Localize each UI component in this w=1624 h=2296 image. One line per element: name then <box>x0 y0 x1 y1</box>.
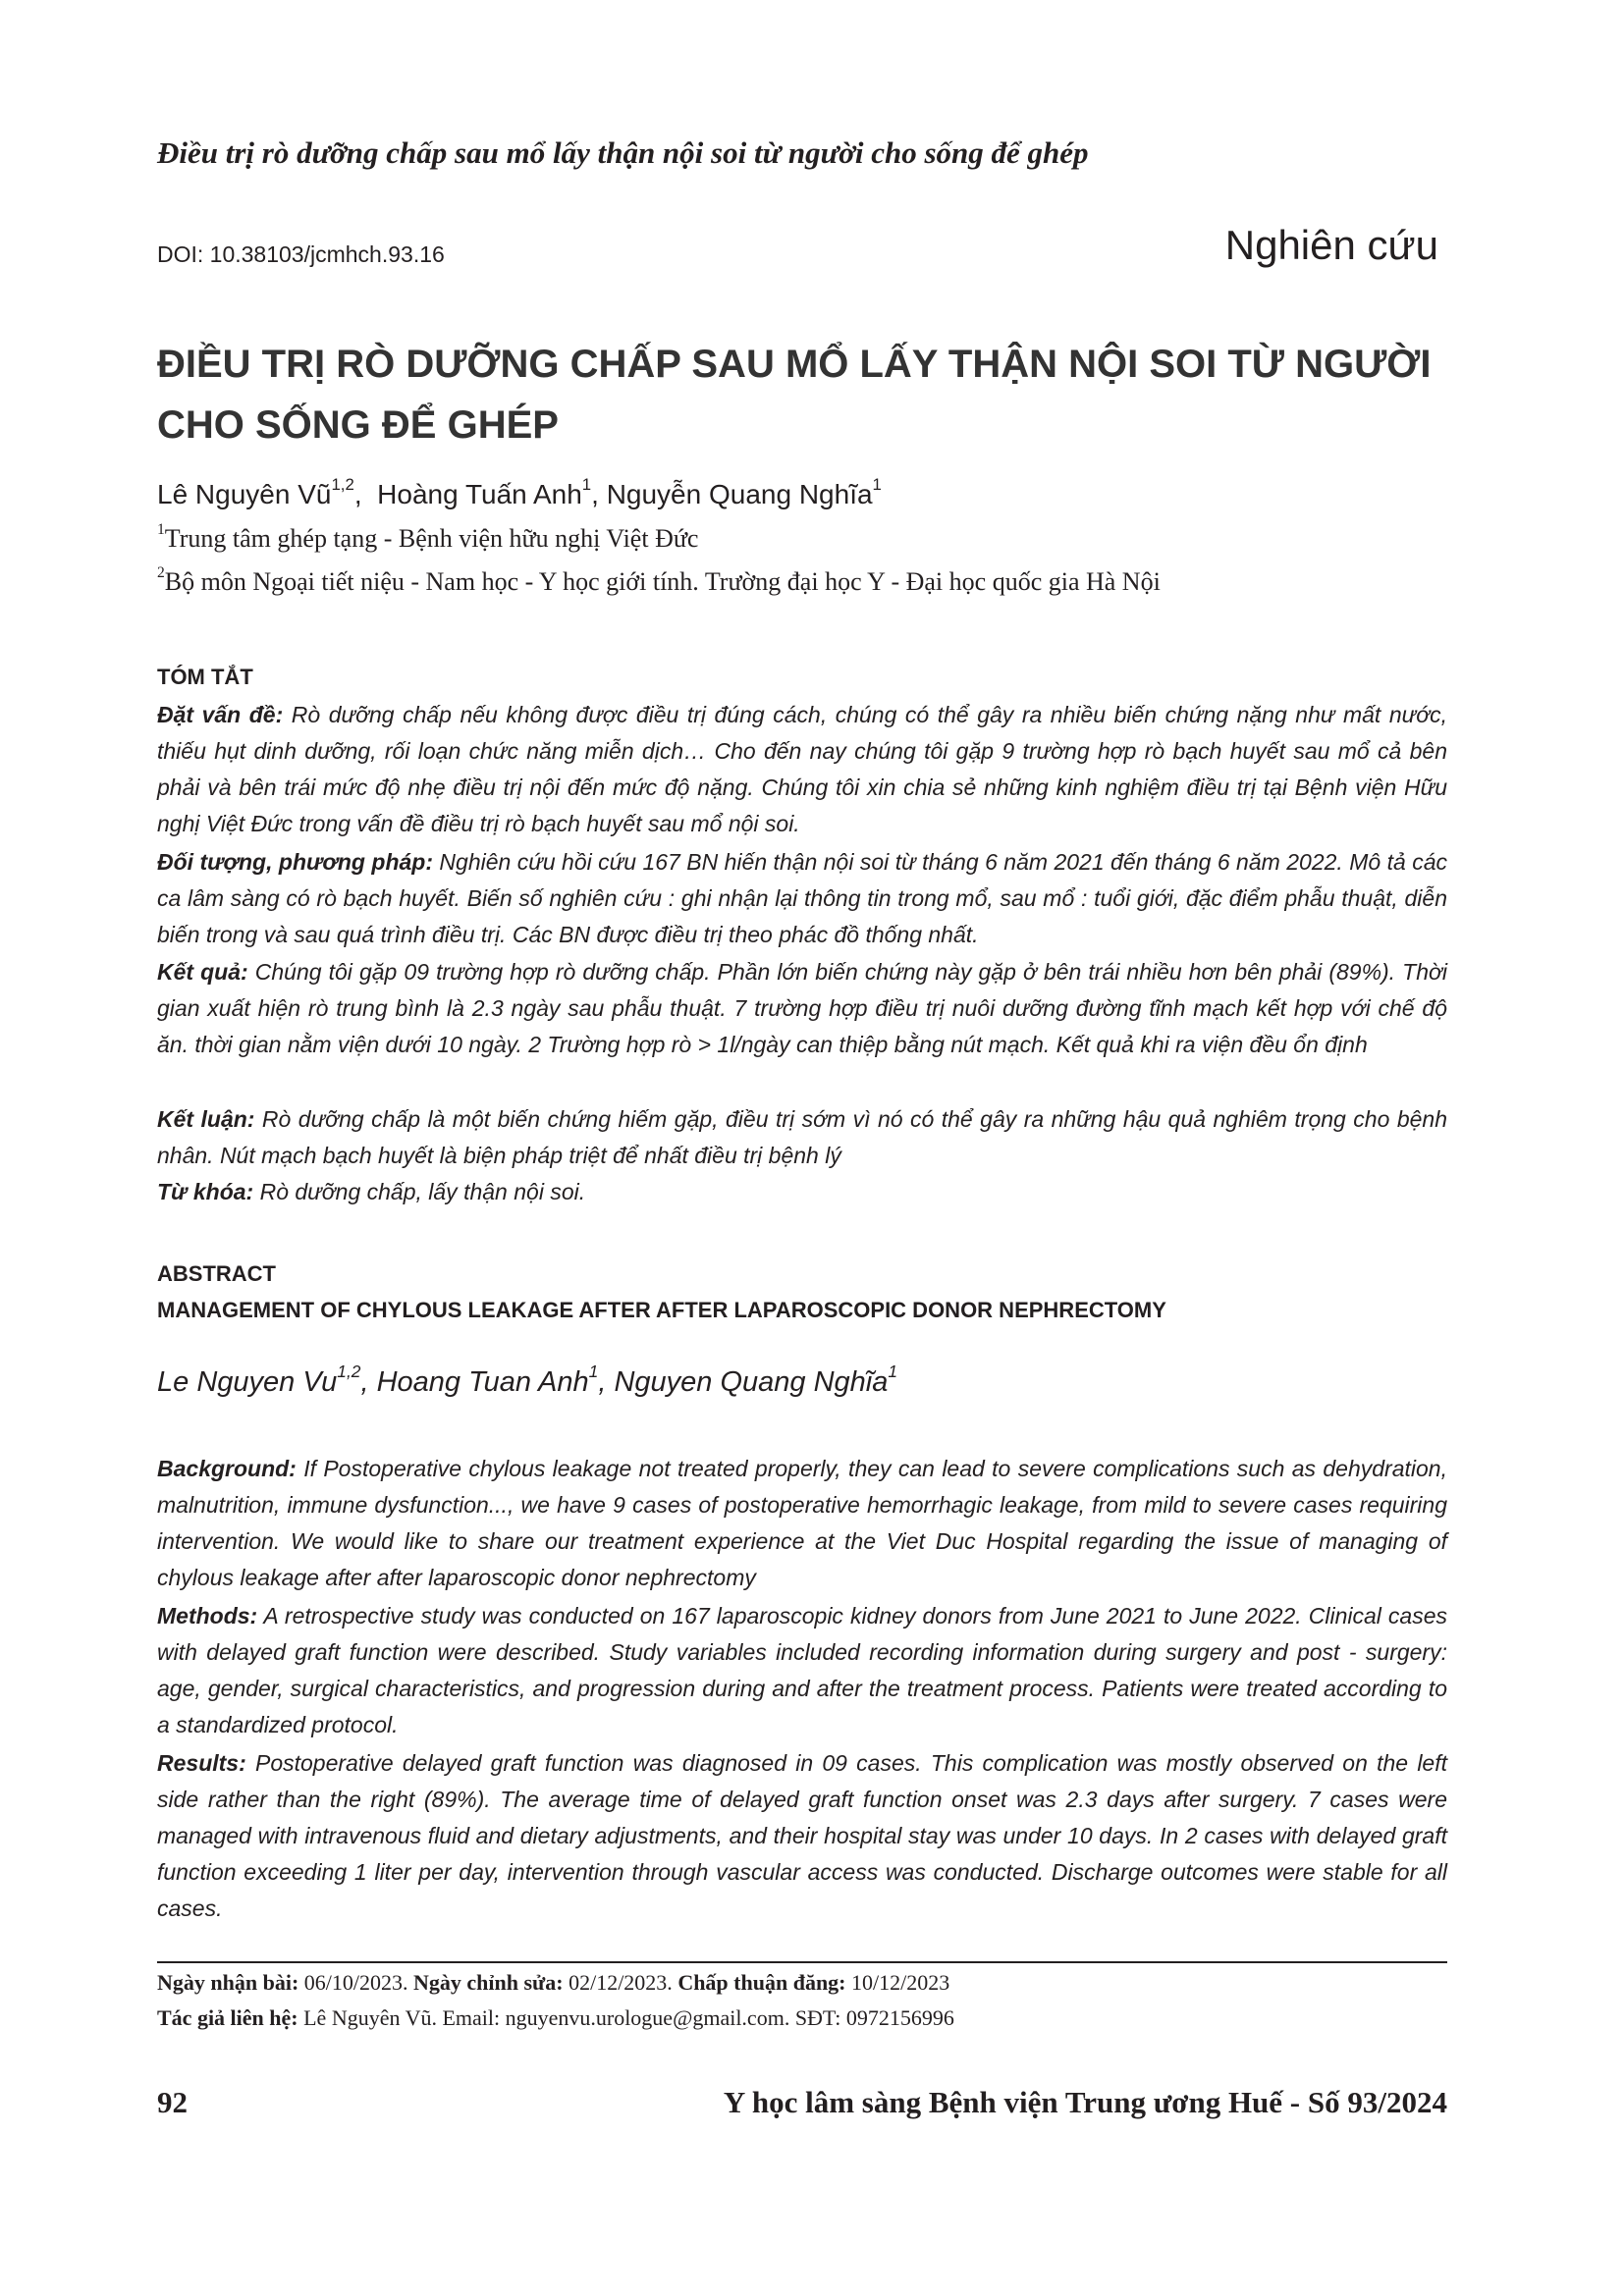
contact-label: Tác giả liên hệ: <box>157 2005 298 2030</box>
tomtat-results <box>157 954 1447 1063</box>
tomtat-methods <box>157 844 1447 953</box>
abstract-title: MANAGEMENT OF CHYLOUS LEAKAGE AFTER AFTER LAPAROSCOPIC DONOR NEPHRECTOMY <box>157 1298 1166 1322</box>
paragraph-text: Rò dưỡng chấp là một biến chứng hiếm gặp, điều trị sớm vì nó có thể gây ra những hậu quả nghiêm trọng cho bệnh nhân. Nút mạch bạch huyết là biện pháp triệt để nhất điều trị bệnh lý <box>157 1106 1447 1168</box>
affiliation-text: Bộ môn Ngoại tiết niệu - Nam học - Y học giới tính. Trường đại học Y - Đại học quốc gia Hà Nội <box>164 567 1161 596</box>
footnote-contact <box>157 2005 1447 2031</box>
paragraph-lead: Background: <box>157 1456 297 1481</box>
paragraph-text: Rò dưỡng chấp nếu không được điều trị đúng cách, chúng có thể gây ra nhiều biến chứng nặng như mất nước, thiếu hụt dinh dưỡng, rối loạn chức năng miễn dịch… Cho đến nay chúng tôi gặp 9 trường hợp rò bạch huyết sau mổ cả bên phải và bên trái mức độ nhẹ điều trị nội đến mức độ nặng. Chúng tôi xin chia sẻ những kinh nghiệm điều trị tại Bệnh viện Hữu nghị Việt Đức trong vấn đề điều trị rò bạch huyết sau mổ nội soi. <box>157 702 1447 836</box>
author-affiliation-mark: 1 <box>581 475 592 495</box>
author-name: Le Nguyen Vu <box>157 1366 338 1398</box>
paragraph-text: A retrospective study was conducted on 167 laparoscopic kidney donors from June 2021 to June 2022. Clinical cases with delayed graft function were described. Study variables included recording information during surgery and post - surgery: age, gender, surgical characteristics, and progression during and after the treatment process. Patients were treated according to a standardized protocol. <box>157 1603 1447 1737</box>
author-affiliation-mark: 1,2 <box>337 1361 361 1381</box>
paragraph-text: Chúng tôi gặp 09 trường hợp rò dưỡng chấp. Phần lớn biến chứng này gặp ở bên trái nhiều hơn bên phải (89%). Thời gian xuất hiện rò trung bình là 2.3 ngày sau phẫu thuật. 7 trường hợp điều trị nuôi dưỡng đường tĩnh mạch kết hợp với chế độ ăn. thời gian nằm viện dưới 10 ngày. 2 Trường hợp rò > 1l/ngày can thiệp bằng nút mạch. Kết quả khi ra viện đều ổn định <box>157 959 1447 1057</box>
author-affiliation-mark: 1,2 <box>331 475 354 495</box>
abstract-heading: ABSTRACT <box>157 1261 276 1286</box>
author-name: Hoàng Tuấn Anh <box>377 479 582 509</box>
author-separator: , <box>360 1366 377 1398</box>
article-title <box>157 334 1453 455</box>
affiliation-2 <box>157 564 1161 597</box>
paragraph-lead: Results: <box>157 1750 246 1776</box>
title-line-1: ĐIỀU TRỊ RÒ DƯỠNG CHẤP SAU MỔ LẤY THẬN NỘI SOI TỪ NGƯỜI <box>157 343 1432 386</box>
authors-en <box>157 1361 898 1399</box>
contact-info: Lê Nguyên Vũ. Email: nguyenvu.urologue@gmail.com. SĐT: 0972156996 <box>298 2005 954 2030</box>
author-name: Nguyễn Quang Nghĩa <box>606 479 873 509</box>
affiliation-1 <box>157 521 699 554</box>
paragraph-lead: Đối tượng, phương pháp: <box>157 849 433 875</box>
affiliation-mark: 1 <box>157 521 165 539</box>
abstract-background <box>157 1451 1447 1596</box>
journal-footer: Y học lâm sàng Bệnh viện Trung ương Huế - Số 93/2024 <box>723 2085 1447 2119</box>
abstract-results <box>157 1745 1447 1927</box>
paragraph-lead: Từ khóa: <box>157 1179 254 1204</box>
affiliation-text: Trung tâm ghép tạng - Bệnh viện hữu nghị Việt Đức <box>164 524 699 553</box>
author-separator: , <box>353 479 378 509</box>
abstract-methods <box>157 1598 1447 1743</box>
paragraph-lead: Kết quả: <box>157 959 248 985</box>
tomtat-background <box>157 697 1447 842</box>
doi: DOI: 10.38103/jcmhch.93.16 <box>157 241 445 267</box>
paragraph-lead: Methods: <box>157 1603 258 1629</box>
footnote-dates <box>157 1970 1447 1996</box>
author-separator: , <box>598 1366 615 1398</box>
footnote-divider <box>157 1961 1447 1963</box>
authors-vi <box>157 475 882 510</box>
paragraph-text: Nghiên cứu hồi cứu 167 BN hiến thận nội soi từ tháng 6 năm 2021 đến tháng 6 năm 2022. Mô tả các ca lâm sàng có rò bạch huyết. Biến số nghiên cứu : ghi nhận lại thông tin trong mổ, sau mổ : tuổi giới, đặc điểm phẫu thuật, diễn biến trong và sau quá trình điều trị. Các BN được điều trị theo phác đồ thống nhất. <box>157 849 1447 947</box>
running-header: Điều trị rò dưỡng chấp sau mổ lấy thận nội soi từ người cho sống để ghép <box>157 135 1089 170</box>
accepted-label: Chấp thuận đăng: <box>677 1970 846 1995</box>
page-number: 92 <box>157 2085 188 2119</box>
paragraph-text: Postoperative delayed graft function was diagnosed in 09 cases. This complication was mostly observed on the left side rather than the right (89%). The average time of delayed graft function onset was 2.3 days after surgery. 7 cases were managed with intravenous fluid and dietary adjustments, and their hospital stay was under 10 days. In 2 cases with delayed graft function exceeding 1 liter per day, intervention through vascular access was conducted. Discharge outcomes were stable for all cases. <box>157 1750 1447 1921</box>
author-affiliation-mark: 1 <box>888 1361 898 1381</box>
title-line-2: CHO SỐNG ĐỂ GHÉP <box>157 403 559 447</box>
affiliation-mark: 2 <box>157 564 165 582</box>
author-affiliation-mark: 1 <box>588 1361 599 1381</box>
received-date: 06/10/2023. <box>298 1970 414 1995</box>
section-label: Nghiên cứu <box>1224 222 1438 268</box>
author-name: Lê Nguyên Vũ <box>157 479 332 509</box>
tomtat-heading: TÓM TẮT <box>157 665 253 689</box>
revised-label: Ngày chỉnh sửa: <box>413 1970 564 1995</box>
paragraph-text: Rò dưỡng chấp, lấy thận nội soi. <box>253 1179 586 1204</box>
paragraph-text: If Postoperative chylous leakage not treated properly, they can lead to severe complications such as dehydration, malnutrition, immune dysfunction..., we have 9 cases of postoperative hemorrhagic leakage, from mild to severe cases requiring intervention. We would like to share our treatment experience at the Viet Duc Hospital regarding the issue of managing of chylous leakage after after laparoscopic donor nephrectomy <box>157 1456 1447 1590</box>
tomtat-keywords <box>157 1174 1447 1210</box>
paragraph-lead: Kết luận: <box>157 1106 255 1132</box>
author-name: Nguyen Quang Nghĩa <box>614 1366 889 1398</box>
author-name: Hoang Tuan Anh <box>376 1366 589 1398</box>
paragraph-lead: Đặt vấn đề: <box>157 702 284 727</box>
tomtat-conclusion <box>157 1101 1447 1174</box>
revised-date: 02/12/2023. <box>563 1970 678 1995</box>
accepted-date: 10/12/2023 <box>845 1970 950 1995</box>
author-separator: , <box>591 479 607 509</box>
author-affiliation-mark: 1 <box>872 475 882 495</box>
received-label: Ngày nhận bài: <box>157 1970 299 1995</box>
